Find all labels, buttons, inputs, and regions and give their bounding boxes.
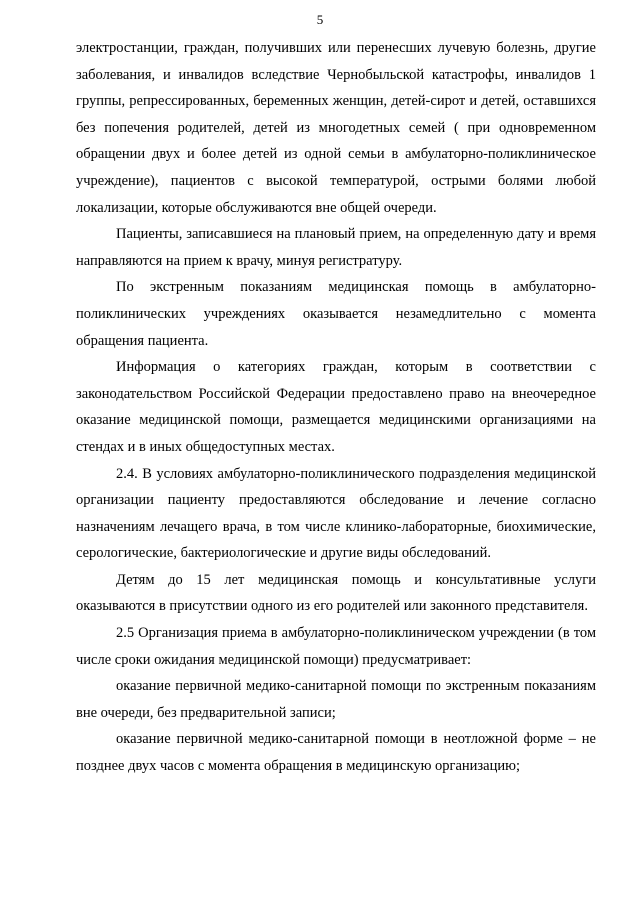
document-body bbox=[76, 35, 596, 780]
paragraph-priority-info: Информация о категориях граждан, которым в соответствии с законодательством Российской Федерации предоставлено право на внеочередное оказание медицинской помощи, размещается медицинскими организациями на стендах и в иных общедоступных местах. bbox=[76, 359, 596, 455]
paragraph-section-2-4: 2.4. В условиях амбулаторно-поликлинического подразделения медицинской организации пациенту предоставляются обследование и лечение согласно назначениям лечащего врача, в том числе клинико-лабораторные, биохимические, серологические, бактериологические и другие виды обследований. bbox=[76, 465, 596, 562]
paragraph-emergency-primary-care: оказание первичной медико-санитарной помощи по экстренным показаниям вне очереди, без предварительной записи; bbox=[76, 678, 596, 721]
paragraph-emergency-help: По экстренным показаниям медицинская помощь в амбулаторно-поликлинических учреждениях оказывается незамедлительно с момента обращения пациента. bbox=[76, 279, 596, 349]
paragraph-continuation: электростанции, граждан, получивших или перенесших лучевую болезнь, другие заболевания, и инвалидов вследствие Чернобыльской катастрофы, инвалидов 1 группы, репрессированных, беременных женщин, детей-сирот и детей, оставшихся без попечения родителей, детей из многодетных семей ( при одновременном обращении двух и более детей из одной семьи в амбулаторно-поликлиническое учреждение), пациентов с высокой температурой, острыми болями любой локализации, которые обслуживаются вне общей очереди. bbox=[76, 40, 596, 216]
paragraph-children-under-15: Детям до 15 лет медицинская помощь и консультативные услуги оказываются в присутствии одного из его родителей или законного представителя. bbox=[76, 571, 596, 615]
paragraph-urgent-primary-care: оказание первичной медико-санитарной помощи в неотложной форме – не позднее двух часов с момента обращения в медицинскую организацию; bbox=[76, 731, 596, 775]
page-number: 5 bbox=[316, 12, 324, 27]
paragraph-planned-appointment: Пациенты, записавшиеся на плановый прием, на определенную дату и время направляются на прием к врачу, минуя регистратуру. bbox=[76, 226, 596, 269]
paragraph-section-2-5: 2.5 Организация приема в амбулаторно-поликлиническом учреждении (в том числе сроки ожидания медицинской помощи) предусматривает: bbox=[76, 625, 596, 668]
